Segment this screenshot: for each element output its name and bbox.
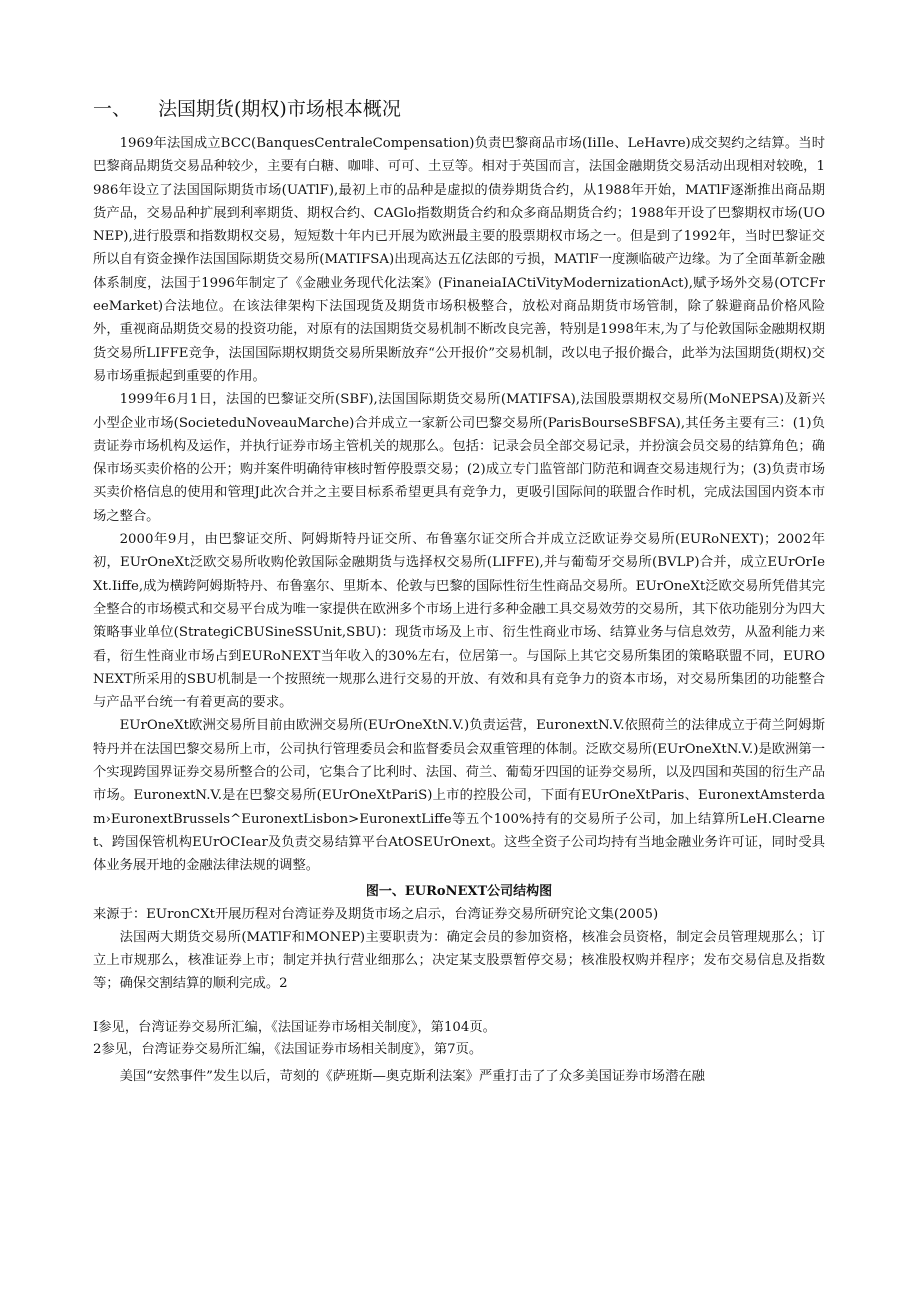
footnote-1: I参见，台湾证券交易所汇编，《法国证券市场相关制度》，第104页。 — [93, 1020, 496, 1036]
footnote-separator — [93, 995, 825, 1017]
figure-caption: 图一、EURoNEXT公司结构图 — [365, 883, 553, 899]
section-number: 一、 — [93, 98, 132, 120]
section-heading — [93, 96, 825, 122]
paragraph-3: 2000年9月，由巴黎证交所、阿姆斯特丹证交所、布鲁塞尔证交所合并成立泛欧证券交易所(EURoNEXT)；2002年初，EUrOneXt泛欧交易所收购伦敦国际金融期货与选择权交易所(LIFFE),并与葡萄牙交易所(BVLP)合并，成立EUrOrIeXt.Iiffe,成为横跨阿姆斯特丹、布鲁塞尔、里斯本、伦敦与巴黎的国际性衍生性商品交易所。EUrOneXt泛欧交易所凭借其完全整合的市场模式和交易平台成为唯一家提供在欧洲多个市场上进行多种金融工具交易效劳的交易所，其下依功能别分为四大策略事业单位(StrategiCBUSineSSUnit,SBU)：现货市场及上市、衍生性商业市场、结算业务与信息效劳，从盈利能力来看，衍生性商业市场占到EURoNEXT当年收入的30%左右，位居第一。与国际上其它交易所集团的策略联盟不同，EURONEXT所采用的SBU机制是一个按照统一规那么进行交易的开放、有效和具有竞争力的资本市场，对交易所集团的功能整合与产品平台统一有着更高的要求。 — [93, 532, 825, 711]
paragraph-5: 法国两大期货交易所(MATlF和MONEP)主要职责为：确定会员的参加资格，核准会员资格，制定会员管理规那么；订立上市规那么，核准证券上市；制定并执行营业细那么；决定某支股票暂停交易；核准股权购并程序；发布交易信息及指数等；确保交割结算的顺利完成。2 — [93, 929, 825, 992]
section-title: 法国期货(期权)市场根本概况 — [158, 98, 401, 120]
footnote-2: 2参见，台湾证券交易所汇编，《法国证券市场相关制度》，第7页。 — [93, 1042, 483, 1058]
paragraph-6: 美国“安然事件”发生以后，苛刻的《萨班斯—奥克斯利法案》严重打击了了众多美国证券市场潜在融 — [119, 1069, 705, 1085]
paragraph-2: 1999年6月1日，法国的巴黎证交所(SBF),法国国际期货交易所(MATIFSA),法国股票期权交易所(MoNEPSA)及新兴小型企业市场(SocieteduNoveauMarche)合并成立一家新公司巴黎交易所(ParisBourseSBFSA),其任务主要有三：(1)负责证券市场机构及运作，并执行证券市场主管机关的规那么。包括：记录会员全部交易记录，并扮演会员交易的结算角色；确保市场买卖价格的公开；购并案件明确待审核时暂停股票交易；(2)成立专门监管部门防范和调查交易违规行为；(3)负责市场买卖价格信息的使用和管理J此次合并之主要目标系希望更具有竞争力，更吸引国际间的联盟合作时机，完成法国国内资本市场之整合。 — [93, 392, 825, 524]
paragraph-4: EUrOneXt欧洲交易所目前由欧洲交易所(EUrOneXtN.V.)负责运营，EuronextN.V.依照荷兰的法律成立于荷兰阿姆斯特丹并在法国巴黎交易所上市，公司执行管理委员会和监督委员会双重管理的体制。泛欧交易所(EUrOneXtN.V.)是欧洲第一个实现跨国界证券交易所整合的公司，它集合了比利时、法国、荷兰、葡萄牙四国的证券交易所，以及四国和英国的衍生产品市场。EuronextN.V.是在巴黎交易所(EUrOneXtPariS)上市的控股公司，下面有EUrOneXtParis、EuronextAmsterdam›EuronextBrussels^EuronextLisbon>EuronextLiffe等五个100%持有的交易所子公司，加上结算所LeH.Clearnet、跨国保管机构EUrOCIear及负责交易结算平台AtOSEUrOnext。这些全资子公司均持有当地金融业务许可证，同时受具体业务展开地的金融法律法规的调整。 — [93, 718, 825, 874]
figure-source: 来源于：EUronCXt开展历程对台湾证券及期货市场之启示，台湾证券交易所研究论文集(2005) — [93, 906, 659, 922]
paragraph-1: 1969年法国成立BCC(BanquesCentraleCompensation)负责巴黎商品市场(IiIle、LeHavre)成交契约之结算。当时巴黎商品期货交易品种较少，主要有白糖、咖啡、可可、土豆等。相对于英国而言，法国金融期货交易活动出现相对较晚，1986年设立了法国国际期货市场(UATlF),最初上市的品种是虚拟的债券期货合约，从1988年开始，MATlF逐渐推出商品期货产品，交易品种扩展到利率期货、期权合约、CAGlo指数期货合约和众多商品期货合约；1988年开设了巴黎期权市场(UONEP),进行股票和指数期权交易，短短数十年内已开展为欧洲最主要的股票期权市场之一。但是到了1992年，当时巴黎证交所以自有资金操作法国国际期货交易所(MATIFSA)出现高达五亿法郎的亏损，MATlF一度濒临破产边缘。为了全面革新金融体系制度，法国于1996年制定了《金融业务现代化法案》(FinaneiaIACtiVityModernizationAct),赋予场外交易(OTCFreeMarket)合法地位。在该法律架构下法国现货及期货市场积极整合，放松对商品期货市场管制，除了躲避商品价格风险外，重视商品期货交易的投资功能，对原有的法国期货交易机制不断改良完善，特别是1998年末,为了与伦敦国际金融期权期货交易所LIFFE竞争，法国国际期权期货交易所果断放弃“公开报价”交易机制，改以电子报价撮合，此举为法国期货(期权)交易市场重振起到重要的作用。 — [93, 136, 825, 384]
document-page — [93, 96, 825, 1089]
